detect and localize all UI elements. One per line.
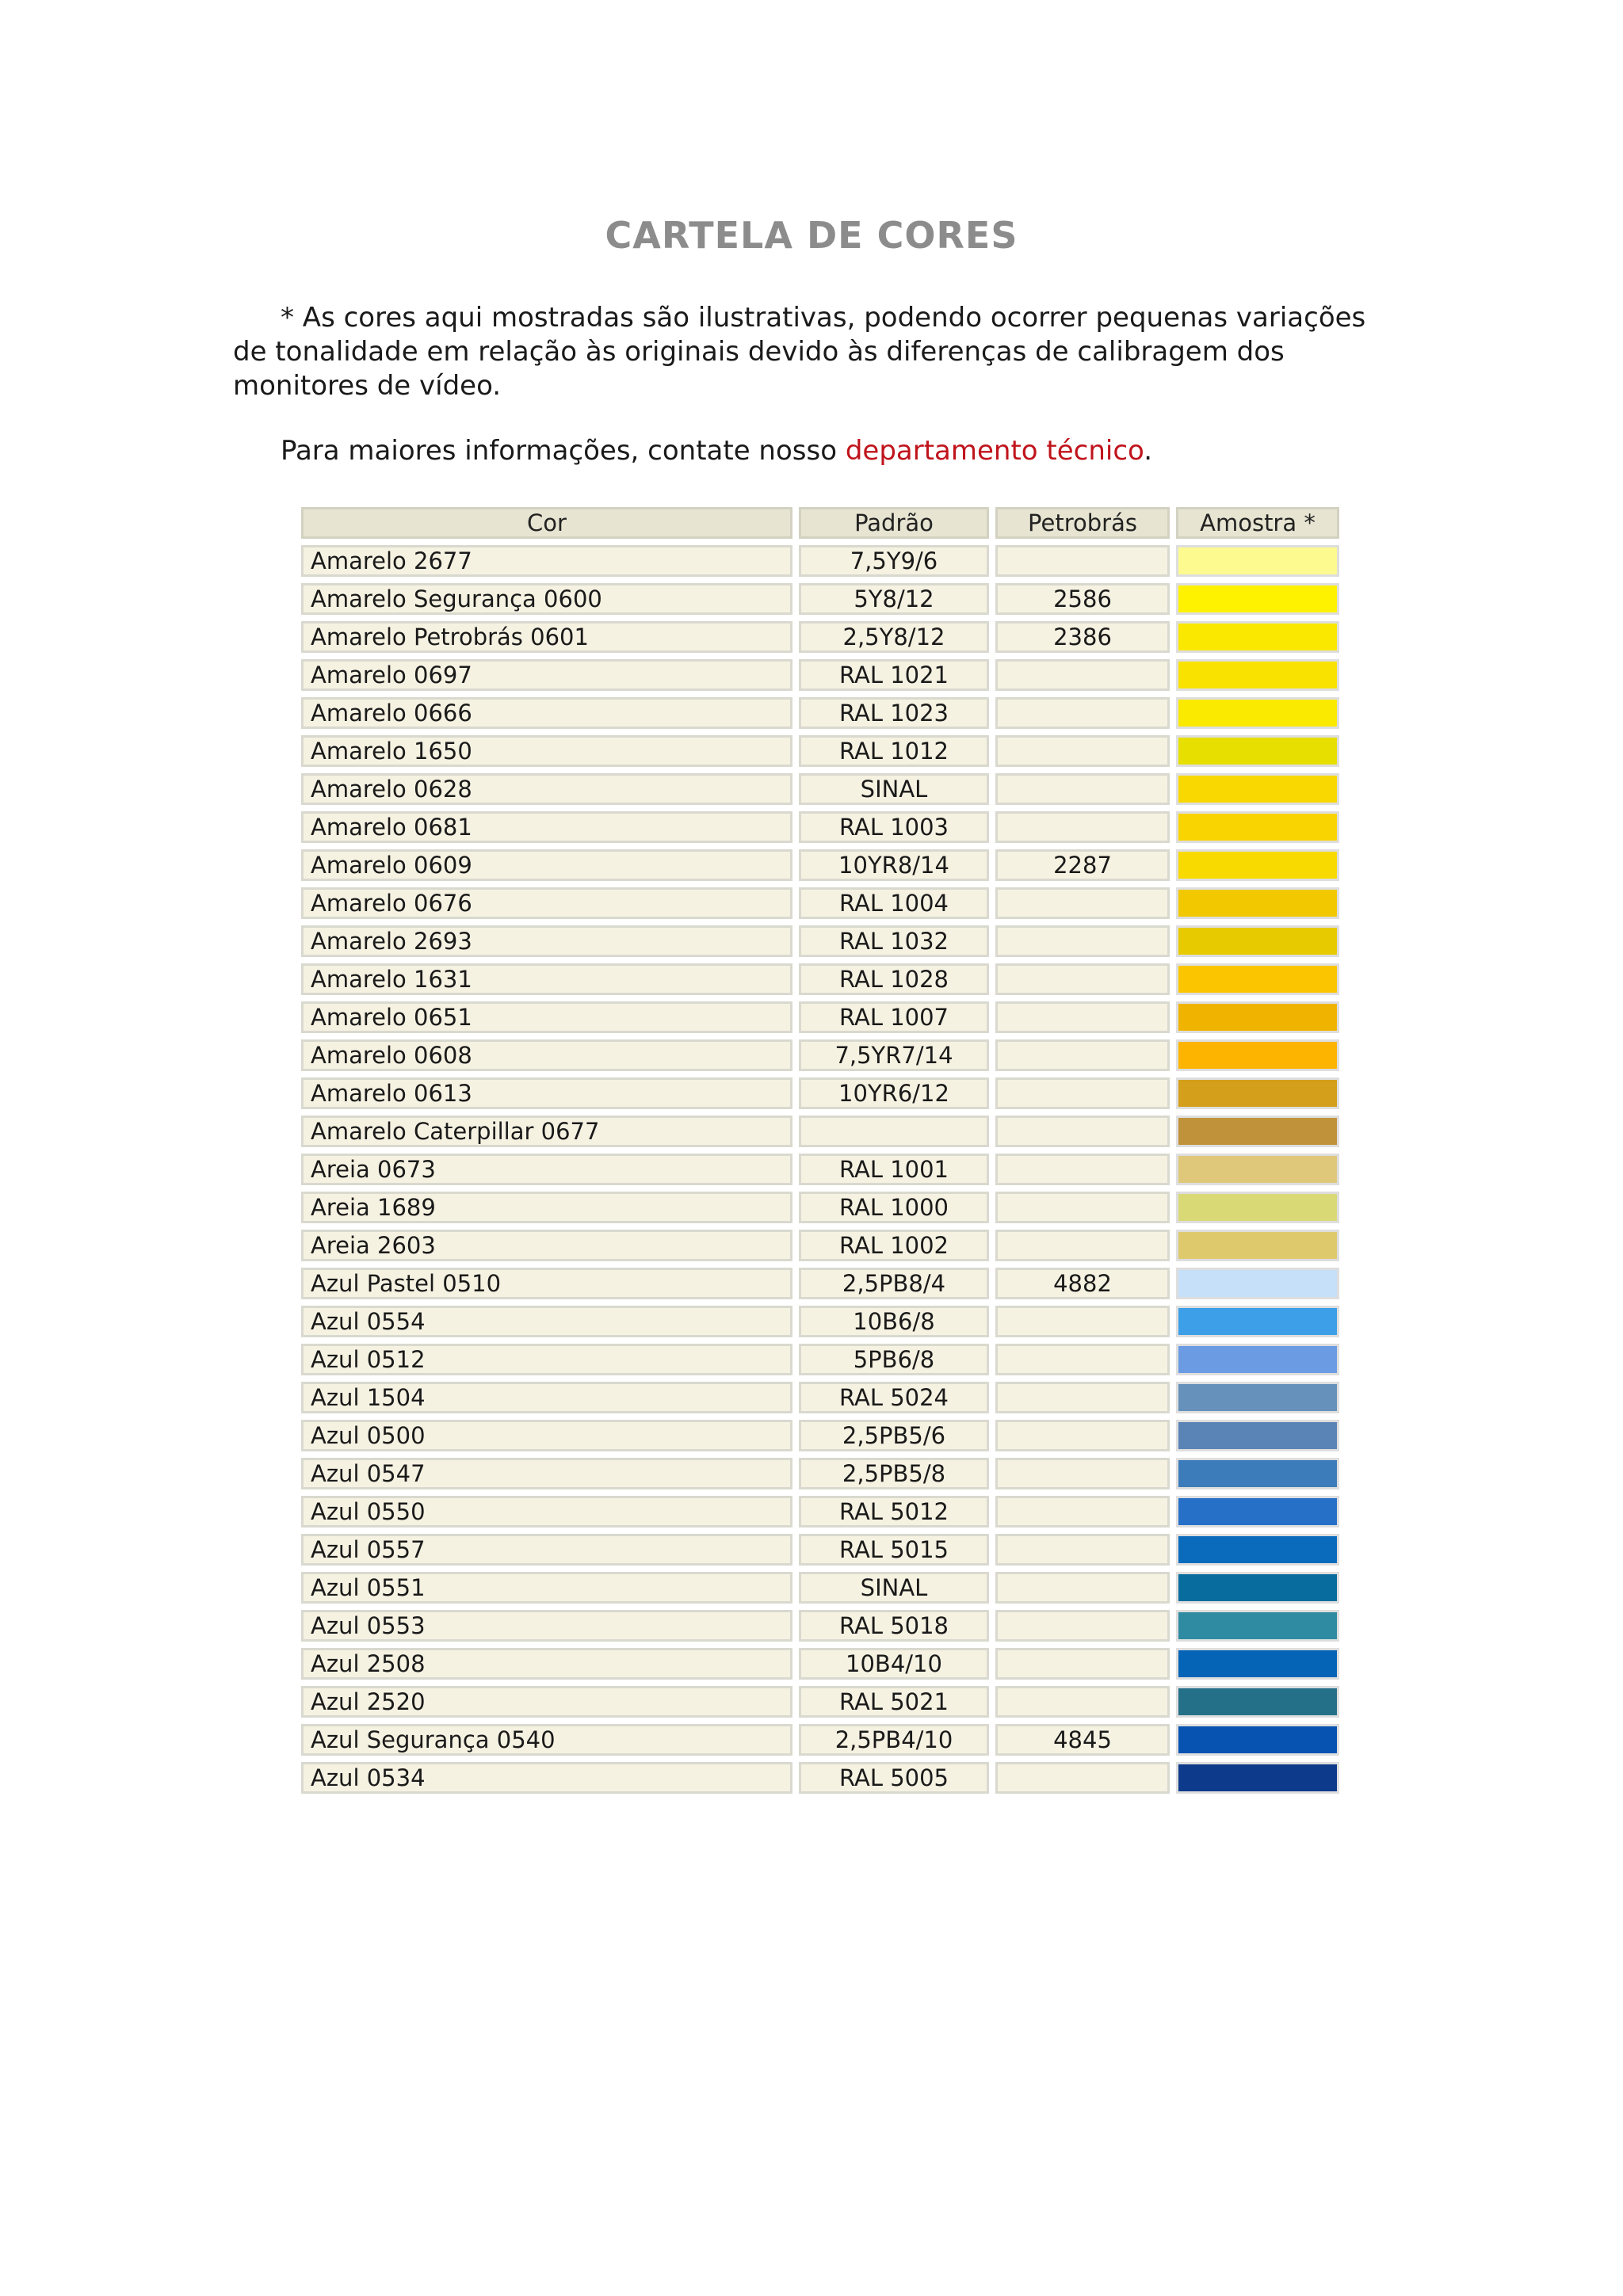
color-swatch <box>1176 735 1339 767</box>
standard-code-cell: 10B6/8 <box>799 1306 989 1337</box>
standard-code-cell: RAL 5018 <box>799 1610 989 1642</box>
petrobras-code-cell <box>995 1344 1170 1375</box>
standard-code-cell: RAL 1021 <box>799 659 989 691</box>
color-name-cell: Amarelo Petrobrás 0601 <box>301 621 792 653</box>
color-swatch <box>1176 1572 1339 1604</box>
petrobras-code-cell <box>995 1077 1170 1109</box>
petrobras-code-cell <box>995 1458 1170 1489</box>
petrobras-code-cell <box>995 1534 1170 1566</box>
contact-info <box>281 434 1406 468</box>
table-row <box>301 1077 1339 1109</box>
color-name-cell: Azul 0550 <box>301 1496 792 1527</box>
table-row <box>301 1762 1339 1794</box>
color-swatch <box>1176 545 1339 577</box>
petrobras-code-cell <box>995 735 1170 767</box>
color-swatch <box>1176 1344 1339 1375</box>
table-body <box>301 545 1339 1794</box>
table-row <box>301 1001 1339 1033</box>
petrobras-code-cell <box>995 545 1170 577</box>
color-swatch <box>1176 621 1339 653</box>
color-swatch <box>1176 1496 1339 1527</box>
color-name-cell: Amarelo 0681 <box>301 811 792 843</box>
color-name-cell: Amarelo 0628 <box>301 773 792 805</box>
color-swatch <box>1176 697 1339 729</box>
petrobras-code-cell <box>995 1192 1170 1223</box>
standard-code-cell: 10YR8/14 <box>799 849 989 881</box>
header-cor: Cor <box>301 507 792 539</box>
table-row <box>301 811 1339 843</box>
header-amostra: Amostra * <box>1176 507 1339 539</box>
color-swatch <box>1176 1648 1339 1680</box>
standard-code-cell: RAL 1032 <box>799 925 989 957</box>
color-name-cell: Amarelo 1650 <box>301 735 792 767</box>
petrobras-code-cell <box>995 697 1170 729</box>
standard-code-cell: 5PB6/8 <box>799 1344 989 1375</box>
petrobras-code-cell <box>995 1648 1170 1680</box>
petrobras-code-cell: 2586 <box>995 583 1170 615</box>
standard-code-cell: RAL 1007 <box>799 1001 989 1033</box>
petrobras-code-cell <box>995 925 1170 957</box>
standard-code-cell: 2,5Y8/12 <box>799 621 989 653</box>
petrobras-code-cell <box>995 1496 1170 1527</box>
color-name-cell: Amarelo 2693 <box>301 925 792 957</box>
color-swatch <box>1176 1420 1339 1451</box>
petrobras-code-cell <box>995 1154 1170 1185</box>
standard-code-cell: SINAL <box>799 1572 989 1604</box>
color-swatch <box>1176 1762 1339 1794</box>
petrobras-code-cell: 4845 <box>995 1724 1170 1756</box>
table-row <box>301 1686 1339 1718</box>
standard-code-cell: 5Y8/12 <box>799 583 989 615</box>
disclaimer-text <box>233 301 1406 403</box>
color-name-cell: Azul 0553 <box>301 1610 792 1642</box>
color-name-cell: Azul 0512 <box>301 1344 792 1375</box>
petrobras-code-cell <box>995 1762 1170 1794</box>
color-name-cell: Azul 2520 <box>301 1686 792 1718</box>
contact-prefix: Para maiores informações, contate nosso <box>281 435 846 467</box>
color-name-cell: Azul 0551 <box>301 1572 792 1604</box>
standard-code-cell: 2,5PB8/4 <box>799 1268 989 1299</box>
color-name-cell: Areia 0673 <box>301 1154 792 1185</box>
color-swatch <box>1176 1039 1339 1071</box>
table-row <box>301 1116 1339 1147</box>
petrobras-code-cell <box>995 1382 1170 1413</box>
table-row <box>301 1610 1339 1642</box>
color-name-cell: Amarelo 0651 <box>301 1001 792 1033</box>
color-name-cell: Amarelo 0609 <box>301 849 792 881</box>
header-petrobras: Petrobrás <box>995 507 1170 539</box>
color-name-cell: Azul 1504 <box>301 1382 792 1413</box>
standard-code-cell: 2,5PB5/6 <box>799 1420 989 1451</box>
standard-code-cell: 10B4/10 <box>799 1648 989 1680</box>
standard-code-cell: 2,5PB5/8 <box>799 1458 989 1489</box>
petrobras-code-cell <box>995 1039 1170 1071</box>
color-name-cell: Amarelo Segurança 0600 <box>301 583 792 615</box>
standard-code-cell: 2,5PB4/10 <box>799 1724 989 1756</box>
table-row <box>301 1458 1339 1489</box>
color-swatch <box>1176 887 1339 919</box>
petrobras-code-cell <box>995 1610 1170 1642</box>
color-name-cell: Azul 0557 <box>301 1534 792 1566</box>
table-row <box>301 1572 1339 1604</box>
table-header-row <box>301 507 1339 539</box>
petrobras-code-cell <box>995 1686 1170 1718</box>
standard-code-cell: RAL 5024 <box>799 1382 989 1413</box>
color-swatch <box>1176 1724 1339 1756</box>
table-row <box>301 735 1339 767</box>
table-row <box>301 1039 1339 1071</box>
color-name-cell: Amarelo 2677 <box>301 545 792 577</box>
color-swatch <box>1176 1154 1339 1185</box>
color-swatch <box>1176 1610 1339 1642</box>
color-swatch <box>1176 1458 1339 1489</box>
color-name-cell: Areia 2603 <box>301 1230 792 1261</box>
color-name-cell: Azul 0547 <box>301 1458 792 1489</box>
standard-code-cell: 7,5Y9/6 <box>799 545 989 577</box>
table-row <box>301 659 1339 691</box>
color-swatch <box>1176 1534 1339 1566</box>
standard-code-cell: 10YR6/12 <box>799 1077 989 1109</box>
table-row <box>301 1724 1339 1756</box>
table-row <box>301 1648 1339 1680</box>
color-swatch <box>1176 1382 1339 1413</box>
petrobras-code-cell <box>995 659 1170 691</box>
color-swatch <box>1176 1686 1339 1718</box>
color-swatch <box>1176 1268 1339 1299</box>
petrobras-code-cell <box>995 1420 1170 1451</box>
color-name-cell: Azul 0500 <box>301 1420 792 1451</box>
color-name-cell: Amarelo 0676 <box>301 887 792 919</box>
standard-code-cell: RAL 1004 <box>799 887 989 919</box>
color-swatch <box>1176 659 1339 691</box>
color-name-cell: Azul 2508 <box>301 1648 792 1680</box>
table-row <box>301 583 1339 615</box>
standard-code-cell: 7,5YR7/14 <box>799 1039 989 1071</box>
table-row <box>301 1420 1339 1451</box>
standard-code-cell: RAL 1003 <box>799 811 989 843</box>
header-padrao: Padrão <box>799 507 989 539</box>
color-swatch <box>1176 1192 1339 1223</box>
table-row <box>301 1192 1339 1223</box>
standard-code-cell: RAL 5021 <box>799 1686 989 1718</box>
table-row <box>301 963 1339 995</box>
petrobras-code-cell <box>995 1001 1170 1033</box>
table-row <box>301 1154 1339 1185</box>
petrobras-code-cell <box>995 887 1170 919</box>
petrobras-code-cell <box>995 811 1170 843</box>
color-name-cell: Azul Segurança 0540 <box>301 1724 792 1756</box>
table-row <box>301 545 1339 577</box>
color-name-cell: Amarelo 0697 <box>301 659 792 691</box>
color-name-cell: Amarelo Caterpillar 0677 <box>301 1116 792 1147</box>
color-swatch <box>1176 1230 1339 1261</box>
standard-code-cell: RAL 1001 <box>799 1154 989 1185</box>
standard-code-cell: RAL 1002 <box>799 1230 989 1261</box>
color-name-cell: Amarelo 1631 <box>301 963 792 995</box>
standard-code-cell: SINAL <box>799 773 989 805</box>
color-name-cell: Azul 0554 <box>301 1306 792 1337</box>
contact-suffix: . <box>1144 435 1153 467</box>
table-row <box>301 621 1339 653</box>
color-name-cell: Azul 0534 <box>301 1762 792 1794</box>
color-name-cell: Amarelo 0613 <box>301 1077 792 1109</box>
petrobras-code-cell <box>995 773 1170 805</box>
table-row <box>301 697 1339 729</box>
table-row <box>301 1496 1339 1527</box>
color-swatch <box>1176 1001 1339 1033</box>
color-swatch <box>1176 1077 1339 1109</box>
color-name-cell: Amarelo 0666 <box>301 697 792 729</box>
table-row <box>301 1382 1339 1413</box>
standard-code-cell: RAL 5015 <box>799 1534 989 1566</box>
table-row <box>301 1306 1339 1337</box>
table-row <box>301 1268 1339 1299</box>
technical-department-link[interactable]: departamento técnico <box>845 435 1144 467</box>
color-name-cell: Areia 1689 <box>301 1192 792 1223</box>
petrobras-code-cell <box>995 1572 1170 1604</box>
petrobras-code-cell <box>995 963 1170 995</box>
standard-code-cell: RAL 5005 <box>799 1762 989 1794</box>
disclaimer-body: * As cores aqui mostradas são ilustrativas, podendo ocorrer pequenas variações de tonalidade em relação às originais devido às diferenças de calibragem dos monitores de vídeo. <box>233 302 1366 402</box>
standard-code-cell: RAL 1023 <box>799 697 989 729</box>
color-swatch <box>1176 925 1339 957</box>
color-swatch <box>1176 811 1339 843</box>
color-name-cell: Amarelo 0608 <box>301 1039 792 1071</box>
petrobras-code-cell <box>995 1306 1170 1337</box>
color-swatch <box>1176 1116 1339 1147</box>
petrobras-code-cell: 4882 <box>995 1268 1170 1299</box>
petrobras-code-cell <box>995 1116 1170 1147</box>
table-row <box>301 1534 1339 1566</box>
color-name-cell: Azul Pastel 0510 <box>301 1268 792 1299</box>
standard-code-cell: RAL 1012 <box>799 735 989 767</box>
table-row <box>301 773 1339 805</box>
standard-code-cell <box>799 1116 989 1147</box>
color-swatch <box>1176 773 1339 805</box>
table-row <box>301 1230 1339 1261</box>
standard-code-cell: RAL 1028 <box>799 963 989 995</box>
page-title: CARTELA DE CORES <box>605 214 1018 257</box>
table-row <box>301 1344 1339 1375</box>
standard-code-cell: RAL 5012 <box>799 1496 989 1527</box>
standard-code-cell: RAL 1000 <box>799 1192 989 1223</box>
color-swatch <box>1176 1306 1339 1337</box>
color-swatch <box>1176 849 1339 881</box>
petrobras-code-cell <box>995 1230 1170 1261</box>
table-row <box>301 849 1339 881</box>
color-swatch <box>1176 963 1339 995</box>
color-chart-table <box>295 501 1346 1800</box>
petrobras-code-cell: 2287 <box>995 849 1170 881</box>
color-swatch <box>1176 583 1339 615</box>
petrobras-code-cell: 2386 <box>995 621 1170 653</box>
table-row <box>301 887 1339 919</box>
table-row <box>301 925 1339 957</box>
